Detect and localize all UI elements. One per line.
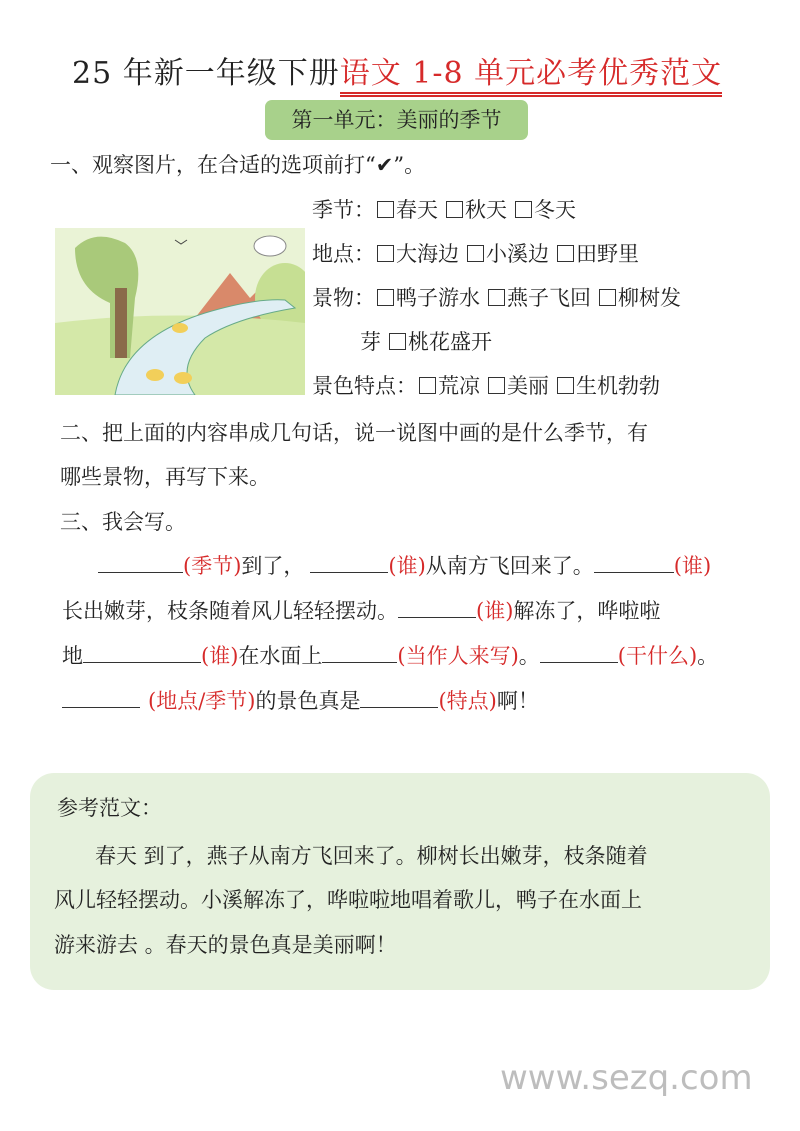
option-label: 燕子飞回 xyxy=(507,286,591,310)
sample-line: 游来游去 。春天的景色真是美丽啊！ xyxy=(54,933,397,957)
title-red: 语文 1-8 单元必考优秀范文 xyxy=(340,56,722,97)
blank[interactable] xyxy=(360,685,438,708)
unit-badge: 第一单元：美丽的季节 xyxy=(265,100,528,140)
watermark: www.sezq.com xyxy=(500,1058,753,1098)
option-label: 柳树发 xyxy=(618,286,681,310)
option-label: 鸭子游水 xyxy=(396,286,480,310)
q1-option-row xyxy=(312,371,666,401)
option-label: 秋天 xyxy=(465,198,507,222)
checkbox[interactable] xyxy=(389,333,406,350)
text: 。 xyxy=(697,644,719,668)
checkbox[interactable] xyxy=(377,201,394,218)
option-label: 生机勃勃 xyxy=(576,374,660,398)
checkbox[interactable] xyxy=(446,201,463,218)
option-label: 芽 xyxy=(360,330,381,354)
blank[interactable] xyxy=(62,685,140,708)
option-label: 荒凉 xyxy=(438,374,480,398)
blank[interactable] xyxy=(310,550,388,573)
row-label: 景色特点： xyxy=(312,374,417,398)
title-black: 25 年新一年级下册 xyxy=(72,56,340,91)
checkbox[interactable] xyxy=(557,377,574,394)
sample-essay-box xyxy=(30,773,770,990)
q1-option-row xyxy=(360,327,498,357)
hint: (地点/季节) xyxy=(148,689,256,713)
hint: (谁) xyxy=(388,554,426,578)
option-label: 大海边 xyxy=(396,242,459,266)
blank[interactable] xyxy=(322,640,397,663)
hint: (当作人来写) xyxy=(397,644,519,668)
sample-label: 参考范文： xyxy=(57,796,162,820)
page-title xyxy=(72,48,722,92)
q2-line1: 二、把上面的内容串成几句话，说一说图中画的是什么季节，有 xyxy=(60,421,648,445)
text: 在水面上 xyxy=(238,644,323,668)
hint: (季节) xyxy=(183,554,242,578)
q3-prompt: 三、我会写。 xyxy=(60,510,186,534)
fill-line-2 xyxy=(62,595,660,626)
row-label: 地点： xyxy=(312,242,375,266)
option-label: 春天 xyxy=(396,198,438,222)
hint: (干什么) xyxy=(617,644,698,668)
text: 的景色真是 xyxy=(255,689,361,713)
text: 到了， xyxy=(241,554,305,578)
hint: (谁) xyxy=(673,554,712,578)
option-label: 桃花盛开 xyxy=(408,330,492,354)
sample-line: 风儿轻轻摆动。小溪解冻了，哗啦啦地唱着歌儿，鸭子在水面上 xyxy=(54,888,642,912)
q1-option-row xyxy=(312,283,687,313)
blank[interactable] xyxy=(540,640,618,663)
blank[interactable] xyxy=(98,550,183,573)
checkbox[interactable] xyxy=(488,289,505,306)
option-label: 冬天 xyxy=(534,198,576,222)
checkbox[interactable] xyxy=(599,289,616,306)
blank[interactable] xyxy=(594,550,674,573)
hint: (谁) xyxy=(201,644,239,668)
row-label: 季节： xyxy=(312,198,375,222)
checkbox[interactable] xyxy=(377,245,394,262)
option-label: 小溪边 xyxy=(486,242,549,266)
text: 地 xyxy=(62,644,83,668)
checkbox[interactable] xyxy=(515,201,532,218)
hint: (谁) xyxy=(476,599,514,623)
text: 啊！ xyxy=(496,689,539,713)
text: 解冻了，哗啦啦 xyxy=(513,599,661,623)
fill-line-3 xyxy=(62,640,718,671)
checkbox[interactable] xyxy=(557,245,574,262)
row-label: 景物： xyxy=(312,286,375,310)
checkbox[interactable] xyxy=(377,289,394,306)
q1-prompt: 一、观察图片，在合适的选项前打“✔”。 xyxy=(50,153,426,177)
fill-line-4 xyxy=(62,685,539,716)
sample-line: 春天 到了，燕子从南方飞回来了。柳树长出嫩芽，枝条随着 xyxy=(95,844,648,868)
q1-option-row xyxy=(312,239,645,269)
checkbox[interactable] xyxy=(467,245,484,262)
checkbox[interactable] xyxy=(419,377,436,394)
checkbox[interactable] xyxy=(488,377,505,394)
fill-line-1 xyxy=(98,550,711,581)
blank[interactable] xyxy=(83,640,201,663)
q1-option-row xyxy=(312,195,582,225)
text: 从南方飞回来了。 xyxy=(425,554,594,578)
text: 长出嫩芽，枝条随着风儿轻轻摆动。 xyxy=(62,599,398,623)
text: 。 xyxy=(518,644,540,668)
blank[interactable] xyxy=(398,595,476,618)
option-label: 田野里 xyxy=(576,242,639,266)
hint: (特点) xyxy=(438,689,497,713)
spring-scene-illustration xyxy=(55,228,305,395)
option-label: 美丽 xyxy=(507,374,549,398)
q2-line2: 哪些景物，再写下来。 xyxy=(60,465,270,489)
